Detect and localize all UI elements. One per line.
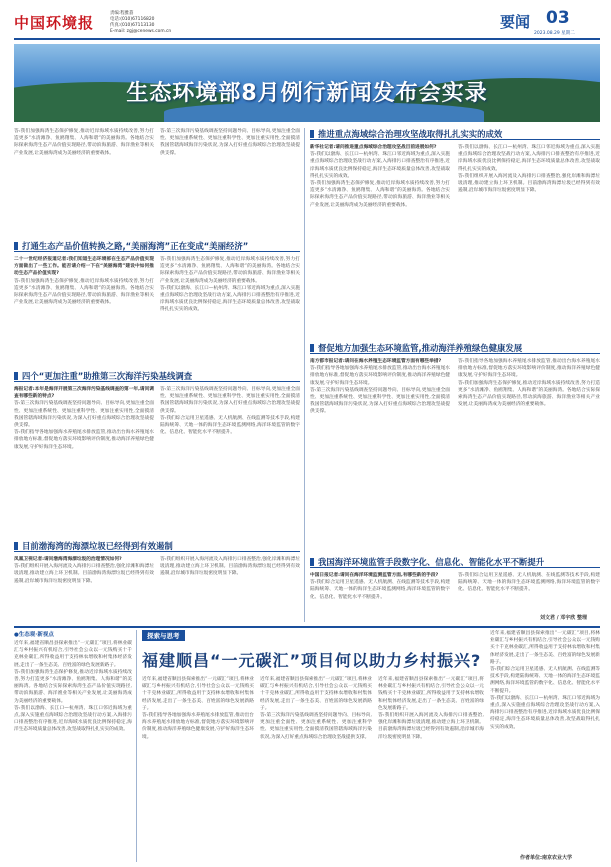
question-lead: 南方都市报记者:请问在海水养殖生态环境监管方面有哪些举措? (310, 359, 442, 364)
feature-text: 答:第三次海洋污染基线调查坚持问题导向、目标导向,更加注重全面性、更加注重系统性、更加注重科学性、更加注重实用性,全面摸清我国管辖海域海洋污染状况,为深入打好重点海域综合治理攻坚战提供支撑。 (260, 713, 372, 740)
newspaper-logo: 中国环境报 (14, 14, 95, 32)
answer-text: 答:我们综合运用卫星遥感、无人机航测、在线监测等技术手段,构建陆海统筹、天地一体的海洋生态环境监测网络,海洋环境监管的数字化、信息化、智能化水平不断提升。 (310, 580, 450, 600)
editor-info (110, 11, 171, 35)
question-lead: 海报记者:本年是海洋开展第三次海洋污染基线调查的第一年,请问调查有哪些新的特点? (14, 387, 154, 400)
article-body (160, 556, 300, 622)
answer-text: 答:我们综合运用卫星遥感、无人机航测、在线监测等技术手段,构建陆海统筹、天地一体的海洋生态环境监测网络,海洋环境监管的数字化、信息化、智能化水平不断提升。 (160, 415, 300, 436)
feature-body (142, 676, 254, 862)
article-body (14, 556, 154, 622)
feature-text: 近年来,福建省顺昌县探索推出“一元碳汇”项目,将林业碳汇与乡村振兴有机结合,引导社会公众以一元钱购买十千克林业碳汇,所得收益用于支持林农增收和村集体经济发展,走出了一条生态美、百姓富的绿色发展新路子。 (260, 677, 372, 711)
issue-date: 2023.08.29 星期二 (534, 31, 575, 36)
side-text: 答:我们以渤海、长江口—杭州湾、珠江口邻近海域为重点,深入实施重点海域综合治理攻坚战行动方案,入海排污口排查整治有序推进,近岸海域水质优良比例保持稳定,海洋生态环境质量总体改善,攻坚战取得扎扎实实的成效。 (14, 705, 132, 733)
answer-text: 答:我们加强海湾生态保护修复,推动近岸海域水质持续改善,努力打造更多“水清滩净、鱼鸥翔集、人海和谐”的美丽海湾。各地结合实际探索海湾生态产品价值实现路径,带动滨海旅游、海洋渔业等相关产业发展,让美丽海湾成为美丽经济的重要载体。 (14, 278, 154, 306)
answer-text: 答:第三次海洋污染基线调查坚持问题导向、目标导向,更加注重全面性、更加注重系统性、更加注重科学性、更加注重实用性,全面摸清我国管辖海域海洋污染状况,为深入打好重点海域综合治理攻坚战提供支撑。 (310, 387, 450, 415)
section-name: 要闻 (500, 13, 531, 31)
article-author: 刘文君 / 邓宇欣 整理 (540, 615, 588, 621)
section-tag: 探索与思考 (142, 630, 185, 641)
feature-author: 作者单位:南京农业大学 (520, 855, 573, 861)
article-body (458, 144, 600, 340)
article-body (310, 144, 450, 340)
intro-column-a (14, 128, 154, 240)
answer-text: 答:我们加强海湾生态保护修复,推动近岸海域水质持续改善,努力打造更多“水清滩净、鱼鸥翔集、人海和谐”的美丽海湾。各地结合实际探索海湾生态产品价值实现路径,带动滨海旅游、海洋渔业等相关产业发展,让美丽海湾成为美丽经济的重要载体。 (310, 181, 450, 208)
article-body (310, 358, 450, 554)
answer-text: 答:第三次海洋污染基线调查坚持问题导向、目标导向,更加注重全面性、更加注重系统性、更加注重科学性、更加注重实用性,全面摸清我国管辖海域海洋污染状况,为深入打好重点海域综合治理攻坚战提供支撑。 (14, 401, 154, 429)
article-heading: 打通生态产品价值转换之路,“美丽海湾”正在变成“美丽经济” (14, 240, 300, 252)
masthead (14, 6, 600, 40)
feature-text: 答:我们组织开展入海河流及入海排污口排查整治,强化岸滩和海漂垃圾清理,推动建立海上环卫机制。目前渤海湾海漂垃圾已经得到有效遏制,沿岸城市海洋垃圾密度明显下降。 (378, 713, 484, 740)
article-heading: 督促地方加强生态环境监管,推动海洋养殖绿色健康发展 (310, 342, 600, 354)
page-number: 03 (546, 8, 570, 28)
article-body (160, 256, 300, 368)
feature-text: 答:我们以渤海、长江口—杭州湾、珠江口邻近海域为重点,深入实施重点海域综合治理攻坚战行动方案,入海排污口排查整治有序推进,近岸海域水质优良比例保持稳定,海洋生态环境质量总体改善,攻坚战取得扎扎实实的成效。 (490, 695, 600, 730)
feature-text: 近年来,福建省顺昌县探索推出“一元碳汇”项目,将林业碳汇与乡村振兴有机结合,引导社会公众以一元钱购买十千克林业碳汇,所得收益用于支持林农增收和村集体经济发展,走出了一条生态美、百姓富的绿色发展新路子。 (490, 631, 600, 665)
info-line: 电话:(010)67116820 (110, 17, 155, 22)
answer-text: 答:我们以渤海、长江口—杭州湾、珠江口邻近海域为重点,深入实施重点海域综合治理攻坚战行动方案,入海排污口排查整治有序推进,近岸海域水质优良比例保持稳定,海洋生态环境质量总体改善,攻坚战取得扎扎实实的成效。 (458, 145, 600, 172)
info-line: 责编:程雅荔 (110, 11, 134, 16)
article-body (14, 386, 154, 538)
answer-text: 答:第三次海洋污染基线调查坚持问题导向、目标导向,更加注重全面性、更加注重系统性、更加注重科学性、更加注重实用性,全面摸清我国管辖海域海洋污染状况,为深入打好重点海域综合治理攻坚战提供支撑。 (160, 387, 300, 414)
answer-text: 答:我们组织开展入海河流及入海排污口排查整治,强化岸滩和海漂垃圾清理,推动建立海上环卫机制。目前渤海湾海漂垃圾已经得到有效遏制,沿岸城市海洋垃圾密度明显下降。 (458, 173, 600, 194)
column-tag: ●生态观·新视点 (14, 632, 54, 638)
article-heading: 我国海洋环境监管手段数字化、信息化、智能化水平不断提升 (310, 556, 600, 568)
article-body (458, 572, 600, 612)
question-lead: 凤凰卫视记者:请问渤海湾海漂垃圾的治理情况如何? (14, 557, 122, 562)
feature-text: 答:我们指导各地加强海水养殖尾水排放监管,推动出台海水养殖尾水排放地方标准,督促地方落实环境影响评价制度,推动海洋养殖绿色健康发展,守护好海洋生态环境。 (142, 713, 254, 740)
article-body (160, 386, 300, 538)
answer-text: 答:我们指导各地加强海水养殖尾水排放监管,推动出台海水养殖尾水排放地方标准,督促地方落实环境影响评价制度,推动海洋养殖绿色健康发展,守护好海洋生态环境。 (14, 430, 154, 450)
article-heading: 四个“更加注重”助推第三次海洋污染基线调查 (14, 370, 300, 382)
intro-column-b (160, 128, 300, 240)
info-line: E-mail: zgj@cenews.com.cn (110, 29, 172, 34)
article-body (458, 358, 600, 554)
article-heading: 目前渤海湾的海漂垃圾已经得到有效遏制 (14, 540, 300, 552)
question-lead: 二十一世纪经济报道记者:我们知道生态环境部在生态产品价值实现方面做出了一些工作。能否请介绍一下在“美丽海湾”建设中如何推动生态产品价值实现? (14, 257, 154, 277)
page-headline: 生态环境部8月例行新闻发布会实录 (126, 81, 488, 106)
answer-text: 答:我们指导各地加强海水养殖尾水排放监管,推动出台海水养殖尾水排放地方标准,督促地方落实环境影响评价制度,推动海洋养殖绿色健康发展,守护好海洋生态环境。 (458, 359, 600, 379)
answer-text: 答:我们综合运用卫星遥感、无人机航测、在线监测等技术手段,构建陆海统筹、天地一体的海洋生态环境监测网络,海洋环境监管的数字化、信息化、智能化水平不断提升。 (458, 573, 600, 593)
feature-headline: 福建顺昌“一元碳汇”项目何以助力乡村振兴? (142, 651, 482, 670)
answer-text: 答:我们组织开展入海河流及入海排污口排查整治,强化岸滩和海漂垃圾清理,推动建立海上环卫机制。目前渤海湾海漂垃圾已经得到有效遏制,沿岸城市海洋垃圾密度明显下降。 (160, 557, 300, 577)
answer-text: 答:我们指导各地加强海水养殖尾水排放监管,推动出台海水养殖尾水排放地方标准,督促地方落实环境影响评价制度,推动海洋养殖绿色健康发展,守护好海洋生态环境。 (310, 366, 450, 386)
feature-text: 答:我们综合运用卫星遥感、无人机航测、在线监测等技术手段,构建陆海统筹、天地一体的海洋生态环境监测网络,海洋环境监管的数字化、信息化、智能化水平不断提升。 (490, 667, 600, 694)
article-body (310, 572, 450, 622)
feature-body (490, 630, 600, 852)
answer-text: 答:我们组织开展入海河流及入海排污口排查整治,强化岸滩和海漂垃圾清理,推动建立海上环卫机制。目前渤海湾海漂垃圾已经得到有效遏制,沿岸城市海洋垃圾密度明显下降。 (14, 564, 154, 584)
headline-banner (14, 44, 600, 122)
side-text: 答:我们加强海湾生态保护修复,推动近岸海域水质持续改善,努力打造更多“水清滩净、鱼鸥翔集、人海和谐”的美丽海湾。各地结合实际探索海湾生态产品价值实现路径,带动滨海旅游、海洋渔业等相关产业发展,让美丽海湾成为美丽经济的重要载体。 (14, 669, 132, 704)
answer-text: 答:我们加强海湾生态保护修复,推动近岸海域水质持续改善,努力打造更多“水清滩净、鱼鸥翔集、人海和谐”的美丽海湾。各地结合实际探索海湾生态产品价值实现路径,带动滨海旅游、海洋渔业等相关产业发展,让美丽海湾成为美丽经济的重要载体。 (458, 380, 600, 408)
article-heading: 推进重点海域综合治理攻坚战取得扎扎实实的成效 (310, 128, 600, 140)
answer-text: 答:我们以渤海、长江口—杭州湾、珠江口邻近海域为重点,深入实施重点海域综合治理攻坚战行动方案,入海排污口排查整治有序推进,近岸海域水质优良比例保持稳定,海洋生态环境质量总体改善,攻坚战取得扎扎实实的成效。 (160, 285, 300, 313)
column-divider (136, 630, 137, 862)
article-body (14, 256, 154, 368)
info-line: 传真:(010)67113130 (110, 23, 155, 28)
question-lead: 中国日报记者:请问在海洋环境监测监管方面,有哪些新的手段? (310, 573, 439, 578)
intro-text: 答:第三次海洋污染基线调查坚持问题导向、目标导向,更加注重全面性、更加注重系统性、更加注重科学性、更加注重实用性,全面摸清我国管辖海域海洋污染状况,为深入打好重点海域综合治理攻坚战提供支撑。 (160, 129, 300, 156)
feature-body (260, 676, 372, 862)
side-text: 近年来,福建省顺昌县探索推出“一元碳汇”项目,将林业碳汇与乡村振兴有机结合,引导社会公众以一元钱购买十千克林业碳汇,所得收益用于支持林农增收和村集体经济发展,走出了一条生态美、百姓富的绿色发展新路子。 (14, 641, 132, 668)
feature-text: 近年来,福建省顺昌县探索推出“一元碳汇”项目,将林业碳汇与乡村振兴有机结合,引导社会公众以一元钱购买十千克林业碳汇,所得收益用于支持林农增收和村集体经济发展,走出了一条生态美、百姓富的绿色发展新路子。 (142, 677, 254, 711)
column-divider (304, 128, 305, 622)
feature-text: 近年来,福建省顺昌县探索推出“一元碳汇”项目,将林业碳汇与乡村振兴有机结合,引导社会公众以一元钱购买十千克林业碳汇,所得收益用于支持林农增收和村集体经济发展,走出了一条生态美、百姓富的绿色发展新路子。 (378, 677, 484, 711)
question-lead: 新华社记者:请问推进重点海域综合治理攻坚战目前进展如何? (310, 145, 437, 150)
intro-text: 答:我们加强海湾生态保护修复,推动近岸海域水质持续改善,努力打造更多“水清滩净、鱼鸥翔集、人海和谐”的美丽海湾。各地结合实际探索海湾生态产品价值实现路径,带动滨海旅游、海洋渔业等相关产业发展,让美丽海湾成为美丽经济的重要载体。 (14, 129, 154, 156)
section-divider (14, 626, 600, 628)
feature-body (378, 676, 484, 862)
answer-text: 答:我们加强海湾生态保护修复,推动近岸海域水质持续改善,努力打造更多“水清滩净、鱼鸥翔集、人海和谐”的美丽海湾。各地结合实际探索海湾生态产品价值实现路径,带动滨海旅游、海洋渔业等相关产业发展,让美丽海湾成为美丽经济的重要载体。 (160, 257, 300, 284)
side-column-body (14, 640, 132, 862)
answer-text: 答:我们以渤海、长江口—杭州湾、珠江口邻近海域为重点,深入实施重点海域综合治理攻坚战行动方案,入海排污口排查整治有序推进,近岸海域水质优良比例保持稳定,海洋生态环境质量总体改善,攻坚战取得扎扎实实的成效。 (310, 152, 450, 179)
